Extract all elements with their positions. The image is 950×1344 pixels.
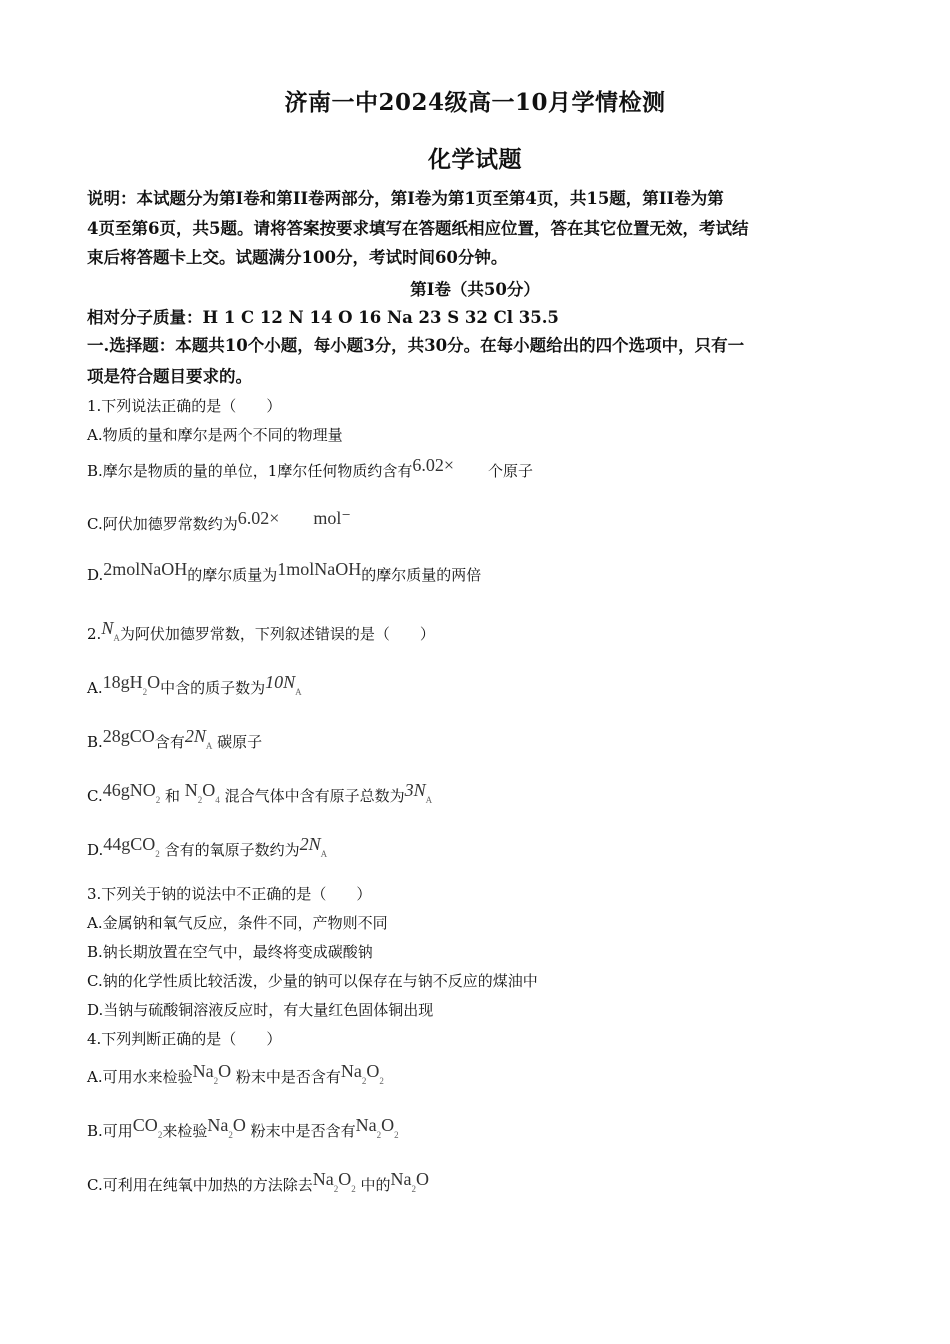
q1-option-c [87, 508, 887, 534]
q2-d-label: D. [87, 841, 104, 859]
q1-option-a: A.物质的量和摩尔是两个不同的物理量 [87, 426, 343, 444]
q2-b-label: B. [87, 733, 103, 751]
atomic-masses: 相对分子质量：H 1 C 12 N 14 O 16 Na 23 S 32 Cl 35.5 [87, 308, 559, 327]
q2-c-label: C. [87, 787, 103, 805]
q3-option-b: B.钠长期放置在空气中，最终将变成碳酸钠 [87, 943, 373, 961]
q4-c-text-2: 中的 [360, 1176, 391, 1194]
q1-c-text: C.阿伏加德罗常数约为 [87, 515, 238, 533]
q4-stem: 4.下列判断正确的是（ ） [87, 1030, 282, 1048]
q2-option-c: C.46gNO2 和 N2O4 混合气体中含有原子总数为3NA [87, 780, 433, 805]
section-title: 第I卷（共50分） [410, 280, 540, 299]
q2-option-d: D.44gCO2 含有的氧原子数约为2NA [87, 834, 328, 859]
q2-stem: 2.NA为阿伏加德罗常数，下列叙述错误的是（ ） [87, 618, 435, 643]
q2-b-text: 含有 [154, 733, 185, 751]
q4-option-a: A.可用水来检验Na2O 粉末中是否含有Na2O2 [87, 1061, 384, 1086]
part-one-line-1: 一.选择题：本题共10个小题，每小题3分，共30分。在每小题给出的四个选项中，只有一 [87, 336, 745, 355]
instructions-line-2: 4页至第6页，共5题。请将答案按要求填写在答题纸相应位置，答在其它位置无效，考试结 [87, 219, 749, 238]
q2-a-formula-1b: O [147, 672, 161, 692]
q2-b-formula-1: 28gCO [102, 726, 155, 746]
q3-option-c: C.钠的化学性质比较活泼，少量的钠可以保存在与钠不反应的煤油中 [87, 972, 538, 990]
q2-symbol-n: N [101, 618, 114, 638]
q1-c-formula: 6.02× [237, 508, 280, 528]
q1-d-text-end: 的摩尔质量的两倍 [361, 566, 482, 584]
q2-c-formula-3: 3N [404, 780, 426, 800]
q1-option-d [87, 559, 887, 585]
exam-subtitle: 化学试题 [428, 146, 522, 173]
q4-option-c: C.可利用在纯氧中加热的方法除去Na2O2 中的Na2O [87, 1169, 430, 1194]
q2-c-formula-2b: O [202, 780, 216, 800]
q1-b-text-end: 个原子 [488, 462, 534, 480]
q2-number: 2. [87, 625, 102, 643]
exam-title: 济南一中2024级高一10月学情检测 [284, 89, 666, 116]
q2-b-text-end: 碳原子 [217, 733, 263, 751]
q2-c-text-2: 混合气体中含有原子总数为 [224, 787, 405, 805]
instructions-line-3: 束后将答题卡上交。试题满分100分，考试时间60分钟。 [87, 248, 508, 267]
part-one-line-2: 项是符合题目要求的。 [87, 367, 252, 386]
q4-b-formula-2b: O [232, 1115, 246, 1135]
q2-b-formula-2: 2N [184, 726, 206, 746]
q4-a-text: A.可用水来检验 [87, 1068, 193, 1086]
q2-a-text: 中含的质子数为 [160, 679, 266, 697]
q4-option-b: B.可用CO2来检验Na2O 粉末中是否含有Na2O2 [87, 1115, 399, 1140]
q2-d-formula-2: 2N [299, 834, 321, 854]
q2-d-text: 含有的氧原子数约为 [164, 841, 300, 859]
q2-a-formula-2: 10N [265, 672, 296, 692]
q1-b-text: B.摩尔是物质的量的单位，1摩尔任何物质约含有 [87, 462, 413, 480]
q4-a-formula-2b: O [366, 1061, 380, 1081]
q4-b-text: B.可用 [87, 1122, 133, 1140]
q1-d-label: D. [87, 566, 104, 584]
q4-a-text-2: 粉末中是否含有 [235, 1068, 341, 1086]
q4-a-formula-1b: O [218, 1061, 232, 1081]
q4-b-formula-1: CO [132, 1115, 158, 1135]
q3-stem: 3.下列关于钠的说法中不正确的是（ ） [87, 885, 372, 903]
q4-b-formula-3b: O [381, 1115, 395, 1135]
q2-stem-text: 为阿伏加德罗常数，下列叙述错误的是（ ） [119, 625, 435, 643]
q4-c-text: C.可利用在纯氧中加热的方法除去 [87, 1176, 313, 1194]
q1-option-b [87, 455, 887, 481]
q2-option-a: A.18gH2O中含的质子数为10NA [87, 672, 302, 697]
q4-b-text-3: 粉末中是否含有 [250, 1122, 356, 1140]
q2-a-formula-1: 18gH [102, 672, 143, 692]
q4-c-formula-2: Na [390, 1169, 412, 1189]
q2-a-label: A. [87, 679, 103, 697]
q4-b-text-2: 来检验 [162, 1122, 208, 1140]
q2-c-formula-1: 46gNO [102, 780, 156, 800]
q4-b-formula-3: Na [355, 1115, 377, 1135]
q1-d-text: 的摩尔质量为 [187, 566, 278, 584]
q4-a-formula-1: Na [192, 1061, 214, 1081]
q3-option-a: A.金属钠和氧气反应，条件不同，产物则不同 [87, 914, 388, 932]
q1-d-formula-1: 2molNaOH [103, 559, 188, 579]
q4-c-formula-2b: O [416, 1169, 430, 1189]
q1-stem: 1.下列说法正确的是（ ） [87, 397, 282, 415]
q1-b-formula: 6.02× [412, 455, 454, 475]
q1-c-unit: mol⁻ [313, 508, 351, 528]
q2-option-b: B.28gCO含有2NA 碳原子 [87, 726, 263, 751]
q4-b-formula-2: Na [207, 1115, 229, 1135]
q4-a-formula-2: Na [340, 1061, 362, 1081]
q3-option-d: D.当钠与硫酸铜溶液反应时，有大量红色固体铜出现 [87, 1001, 434, 1019]
q4-c-formula-1b: O [338, 1169, 352, 1189]
instructions-line-1: 说明：本试题分为第I卷和第II卷两部分，第I卷为第1页至第4页，共15题，第II卷为第 [87, 189, 724, 208]
q2-d-formula-1: 44gCO [103, 834, 156, 854]
q1-d-formula-2: 1molNaOH [277, 559, 362, 579]
q2-c-formula-2: N [184, 780, 198, 800]
q2-c-text: 和 [165, 787, 181, 805]
q4-c-formula-1: Na [312, 1169, 334, 1189]
